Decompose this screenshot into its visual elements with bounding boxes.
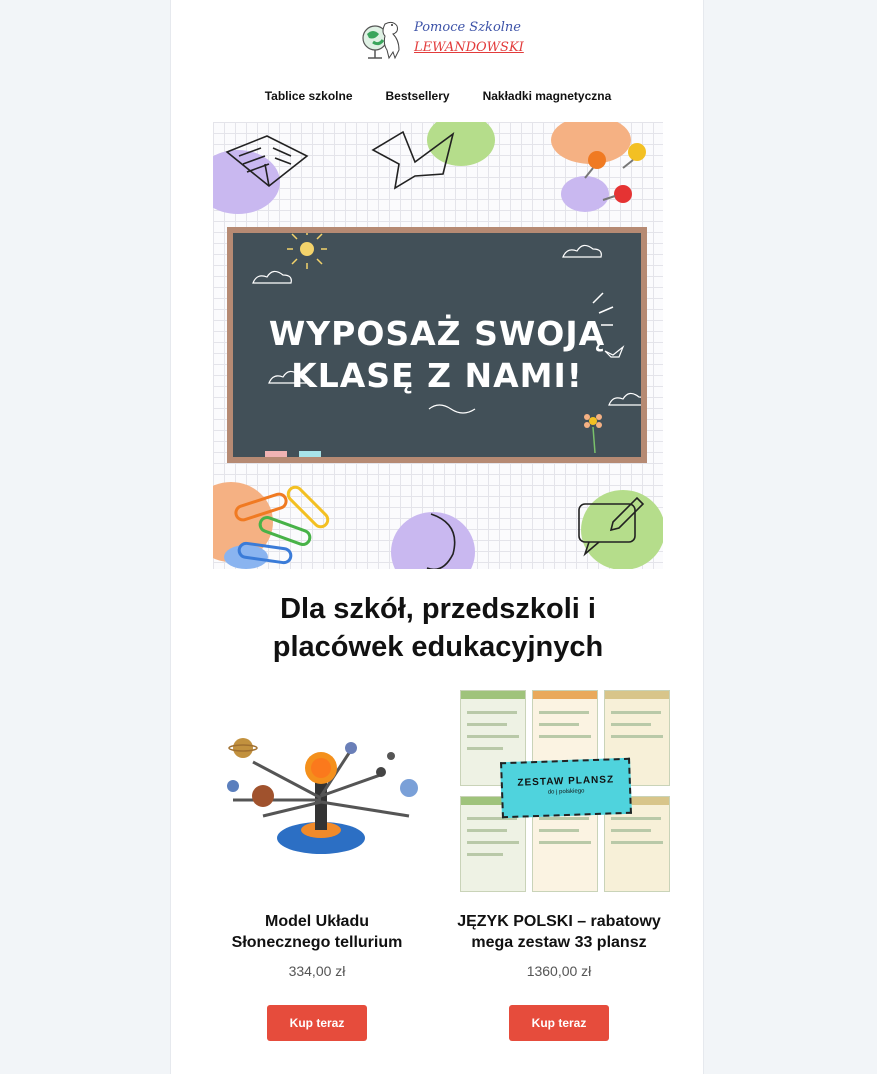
bundle-badge-title: ZESTAW PLANSZ	[517, 774, 615, 789]
section-title-line1: Dla szkół, przedszkoli i	[280, 593, 596, 625]
small-purple-blob-decoration	[561, 176, 609, 212]
chalkboard	[227, 227, 647, 463]
purple-blob-decoration	[213, 150, 280, 214]
product-name-line1: JĘZYK POLSKI – rabatowy	[457, 913, 661, 930]
nav-item-tablice-szkolne[interactable]: Tablice szkolne	[264, 89, 353, 103]
product-name-tellurium[interactable]	[213, 911, 421, 953]
cloud-icon	[253, 271, 291, 283]
flower-icon	[584, 414, 602, 453]
green-blob-decoration	[427, 122, 495, 166]
logo-line2: LEWANDOWSKI	[414, 40, 524, 55]
top-navigation	[171, 89, 705, 103]
bundle-badge	[500, 758, 632, 819]
product-name-jezyk-polski[interactable]	[455, 911, 663, 953]
cloud-icon-right	[563, 245, 601, 257]
product-image-tellurium[interactable]	[213, 690, 421, 893]
swirl-decoration	[429, 405, 475, 413]
sun-icon	[287, 233, 327, 269]
product-price-tellurium: 334,00 zł	[288, 963, 346, 979]
product-image-jezyk-polski[interactable]	[455, 690, 663, 893]
product-name-line2: mega zestaw 33 plansz	[471, 934, 647, 951]
section-title-line2: placówek edukacyjnych	[272, 631, 604, 663]
hero-headline-line1: WYPOSAŻ SWOJĄ	[268, 314, 606, 353]
email-container	[170, 0, 704, 1074]
product-price-jezyk-polski: 1360,00 zł	[526, 963, 592, 979]
green-blob-bottom-decoration	[581, 490, 663, 569]
hero-banner[interactable]	[213, 122, 663, 569]
product-card-tellurium	[213, 690, 421, 1041]
hero-headline-line2: KLASĘ Z NAMI!	[291, 356, 583, 395]
globe-dino-logo-icon	[359, 16, 411, 62]
nav-item-bestsellery[interactable]: Bestsellery	[385, 89, 450, 103]
hero-headline	[233, 313, 641, 397]
buy-now-button-jezyk-polski[interactable]: Kup teraz	[509, 1005, 609, 1041]
section-title	[201, 590, 675, 666]
logo-line1: Pomoce Szkolne	[414, 20, 521, 35]
product-card-jezyk-polski	[455, 690, 663, 1041]
product-name-line2: Słonecznego tellurium	[231, 934, 403, 951]
product-name-line1: Model Układu	[264, 913, 369, 930]
solar-system-model-image	[213, 690, 421, 893]
buy-now-button-tellurium[interactable]: Kup teraz	[267, 1005, 367, 1041]
brand-logo[interactable]	[359, 16, 529, 62]
nav-item-nakladki-magnetyczna[interactable]: Nakładki magnetyczna	[482, 89, 612, 103]
bundle-badge-subtitle: do j polskiego	[547, 788, 585, 796]
purple-blob-bottom-decoration	[391, 512, 475, 569]
chalk-pink	[265, 451, 287, 457]
chalk-cyan	[299, 451, 321, 457]
